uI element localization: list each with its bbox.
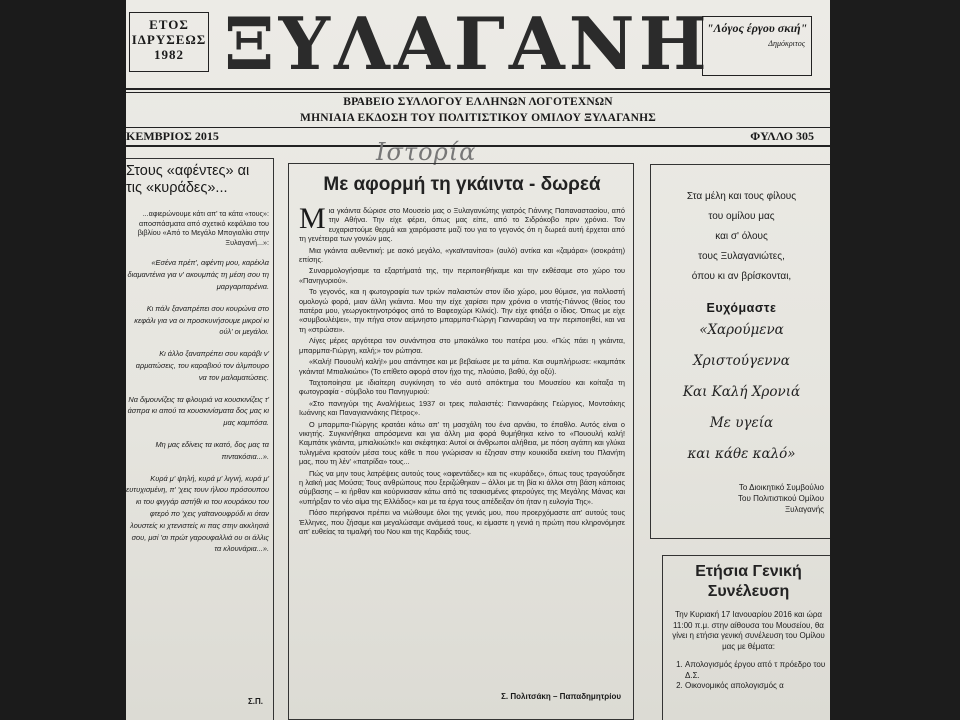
paragraph: Πώς να μην τους λατρέψεις αυτούς τους «αφεντάδες» και τις «κυράδες», όπως τους τραγούδησε η λαϊκή μας Μούσα; Τους ανθρώπους που ξεριζώθηκαν – άλλοι με τη βία κι άλλοι στη βάση κάποιας σύμβασης – κι ήρθαν και κούρνιασαν κάτω από τις τσακισμένες φτερούγες της Μεγάλης Μάνας και «υπήρξαν το νέο αίμα της Ελλάδος» και με τα έργα τους απέδειξαν ότι ήταν η ευλογία Της». <box>299 468 625 506</box>
assembly-agenda <box>671 660 826 692</box>
holiday-greeting-box <box>650 164 830 539</box>
greeting-line: Στα μέλη και τους φίλους <box>686 191 797 202</box>
greeting-line: όπου κι αν βρίσκονται, <box>691 271 792 282</box>
main-article-author: Σ. Πολιτσάκη – Παπαδημητρίου <box>501 692 621 701</box>
year-box-line: ΙΔΡΥΣΕΩΣ <box>131 32 207 47</box>
greeting-line: τους Ξυλαγανιώτες, <box>698 251 785 262</box>
verse-4: Να διμουνίζεις τα φλουριά να κουσκινίζεις τ' άσπρα κι απού τα κουσκινίσματα δος μας κι μας καμπόσα. <box>127 394 269 428</box>
founding-year-box <box>129 12 209 72</box>
assembly-title: Ετήσια Γενική Συνέλευση <box>695 563 802 600</box>
motto-box <box>702 16 812 76</box>
verse-6: Κυρά μ' ψηλή, κυρά μ' λιγνή, κυρά μ' ευτυχισμένη, π' 'χεις τουν ήλιου πρόσουπου κι του φιγγάρ αστήθι κι του κουράκου του φτερό πο 'χεις γαϊτανουφρύδι κι όταν λουστείς κι χτενιστείς κι πας στην ακκλησιά σου, μσί 'σι πρώτ γαρουφαλλιά ου οι άλλις τα κλουνάρια...». <box>126 473 270 554</box>
left-article-intro: ...αφιερώνουμε κάτι απ' τα κάτα «τους»: αποσπάσματα από σχετικό κεφάλαιο του βιβλίου «Από το Μεγάλο Μπογιαλίκι στην Ξυλαγανή...»: <box>137 209 269 247</box>
wish-line: «Χαρούμενα <box>699 322 784 338</box>
paragraph: Πόσο περήφανοι πρέπει να νιώθουμε όλοι της γενιάς μου, που προερχόμαστε απ' αυτούς τους Έλληνες, που ζήσαμε και μεγαλώσαμε ανάμεσά τους, κι είμαστε η γενιά η πρώτη που κληρονόμησε απ' ευθείας τα τιμαλφή του Νου και της Καρδιάς τους. <box>299 508 625 536</box>
from-line: Το Διοικητικό Συμβούλιο <box>738 483 824 492</box>
from-line: Ξυλαγανής <box>784 505 824 514</box>
issue-date: ΚΕΜΒΡΙΟΣ 2015 <box>126 129 219 143</box>
paragraph: Ο μπαρμπα-Γιώργης κρατάει κάτω απ' τη μασχάλη του ένα αρνάκι, το έπαθλο. Αυτός είναι ο νικητής. Συγκινήθηκα απρόσμενα και για άλλη μια φορά θυμήθηκα κείνο το «Πουουλή καλή! Καμπάτκ γκάιντα, μπιαλκιώτκ!» και σκέφτηκα: Αυτοί οι άνθρωποι αλήθεια, με πόση αγάπη και γλύκα τυλιγμένα κρατούν μέσα τους κάθε τι που γνώρισαν κι έζησαν στην κουκκίδα εκείνη του Πλανήτη μας, που τη λέν' «πατρίδα» τους... <box>299 419 625 467</box>
drop-cap: Μ <box>299 202 326 235</box>
agenda-item: 1. Απολογισμός έργου από τ πρόεδρο του Δ.Σ. <box>685 660 826 681</box>
main-article-body <box>299 202 625 536</box>
verse-3: Κι άλλο ξαναπρέπει σου καράβι ν' αρματώσεις, του καραβιού τον άλμπουρο να τον μαλαματώσεις. <box>135 349 269 382</box>
general-assembly-notice <box>662 555 830 720</box>
paragraph: «Στο πανηγύρι της Αναλήψεως 1937 οι τρεις παλαιστές: Γιανναράκης Γεώργιος, Μοντσάκης Ιωάννης και Παναγιαννάκης Πέτρος». <box>299 398 625 418</box>
verse-2: Κι πάλι ξαναπρέπει σου κουρώνα στο κεφάλι για να οι προσκυνήσουμε μικροί κι ούλ' οι μεγάλοι. <box>134 303 269 337</box>
greeting-heading: Ευχόμαστε <box>706 301 777 315</box>
paragraph-text: ια γκάιντα δώρισε στο Μουσείο μας ο Ξυλαγανιώτης γιατρός Γιάννης Παπαναστασίου, από την Αθήνα. Την είχε φέρει, όπως μας είπε, από το Σιδρόκοβο πριν χρόνια. Τον ευχαριστούμε θερμά και χαιρόμαστε μαζί του για το γεγονός ότι η δωρεά αυτή έρχεται από τη γενέτειρα των γονιών μας. <box>299 206 625 244</box>
background-left-dark <box>0 0 126 720</box>
left-article-signature: Σ.Π. <box>247 697 263 706</box>
paragraph: Λίγες μέρες αργότερα τον συνάντησα στο μπακάλικο του πατέρα μου. «Πώς πάει η γκάιντα, μπαρμπα-Γιώργη, καλή;» τον ρώτησα. <box>299 336 625 355</box>
greeting-from <box>659 482 824 515</box>
masthead-rule-thin <box>126 92 830 93</box>
paragraph <box>299 202 625 244</box>
greeting-line: και σ' όλους <box>715 231 768 242</box>
background-right-dark <box>830 0 960 720</box>
masthead-award: ΒΡΑΒΕΙΟ ΣΥΛΛΟΓΟΥ ΕΛΛΗΝΩΝ ΛΟΓΟΤΕΧΝΩΝ <box>343 96 613 108</box>
main-article <box>288 163 634 720</box>
main-article-title: Με αφορμή τη γκάιντα - δωρεά <box>323 174 601 195</box>
assembly-text: Την Κυριακή 17 Ιανουαρίου 2016 και ώρα 11:00 π.μ. στην αίθουσα του Μουσείου, θα γίνει η ετήσια γενική συνέλευση του Ομίλου μας με θέματα: <box>672 610 825 651</box>
masthead-publisher: ΜΗΝΙΑΙΑ ΕΚΔΟΣΗ ΤΟΥ ΠΟΛΙΤΙΣΤΙΚΟΥ ΟΜΙΛΟΥ ΞΥΛΑΓΑΝΗΣ <box>300 112 656 124</box>
verse-1: «Εσένα πρέπ', αφέντη μου, καρέκλα διαμαντένια για ν' ακουμπάς τη μέση σου τη μαργαριταρένια. <box>127 258 269 291</box>
masthead-rule-top <box>126 88 830 90</box>
paragraph: «Καλή! Πουουλή καλή!» μου απάντησε και με βεβαίωσε με τα μάτια. Και συμπλήρωσε: «καμπάτκ γκάιντα! Μπιαλκιώτκ» (Το επίθετο αφορά στον ήχο της, πλούσιο, βαθύ, όχι οξύ). <box>299 357 625 376</box>
masthead-rule-bottom <box>126 145 830 147</box>
paragraph: Μια γκάιντα αυθεντική: με ασκό μεγάλο, «γκαϊντανίτσα» (αυλό) αντίκα και «ζαμάρα» (ισοκράτη) επίσης. <box>299 245 625 265</box>
motto-author: Δημόκριτος <box>768 39 805 48</box>
left-article <box>126 158 274 720</box>
wish-line: Χριστούγεννα <box>693 353 790 369</box>
agenda-item: 2. Οικονομικός απολογισμός α <box>685 681 826 692</box>
year-box-line: ΕΤΟΣ <box>149 17 189 32</box>
masthead-rule-mid <box>126 127 830 128</box>
paragraph: Συναρμολογήσαμε τα εξαρτήματά της, την περιποιηθήκαμε και την εκθέσαμε στο χώρο του «Πανηγυριού». <box>299 266 625 285</box>
newspaper-page <box>126 0 830 720</box>
handwritten-note: Ιστορία <box>376 138 477 166</box>
from-line: Του Πολιτιστικού Ομίλου <box>738 494 824 503</box>
paragraph: Το γεγονός, και η φωτογραφία των τριών παλαιστών στον ίδιο χώρο, μου θύμισε, για πολλοστή ομολογώ φορά, μιαν άλλη γκάιντα. Μου την είχε χαρίσει πριν χρόνια ο ντατής-Γιάννος (θείος του πατέρα μου, γεωργοκτηνοτρόφος από το Βαφεοχώρι Κιλκίς). Την είχε φτιάξει ο ίδιος. Όπως με είχε «συμβουλέψει», την πήγα στον αείμνηστο μπαρμπα-Γιώργη Γιανναράκη να την περιποιηθεί, και να τη «στρώσει». <box>299 287 625 334</box>
wish-line: Με υγεία <box>709 415 774 431</box>
issue-number: ΦΥΛΛΟ 305 <box>750 129 814 143</box>
left-article-title: Στους «αφέντες» αι τις «κυράδες»... <box>126 163 250 196</box>
wish-line: και κάθε καλό» <box>687 446 796 462</box>
year-box-line: 1982 <box>154 47 184 62</box>
newspaper-title: ΞΥΛΑΓΑΝΗ <box>224 1 711 86</box>
motto-text: "Λόγος έργου σκιή" <box>706 21 808 35</box>
wish-line: Και Καλή Χρονιά <box>682 384 801 400</box>
greeting-line: του ομίλου μας <box>708 211 775 222</box>
paragraph: Ταχτοποίησα με ιδιαίτερη συγκίνηση το νέο αυτό απόκτημα του Μουσείου και κοίταξα τη φωτογραφία - σύμβολο του Πανηγυριού: <box>299 377 625 397</box>
verse-5: Μη μας εδίνεις τα ικατό, δος μας τα πιντακόσια...». <box>155 439 269 461</box>
